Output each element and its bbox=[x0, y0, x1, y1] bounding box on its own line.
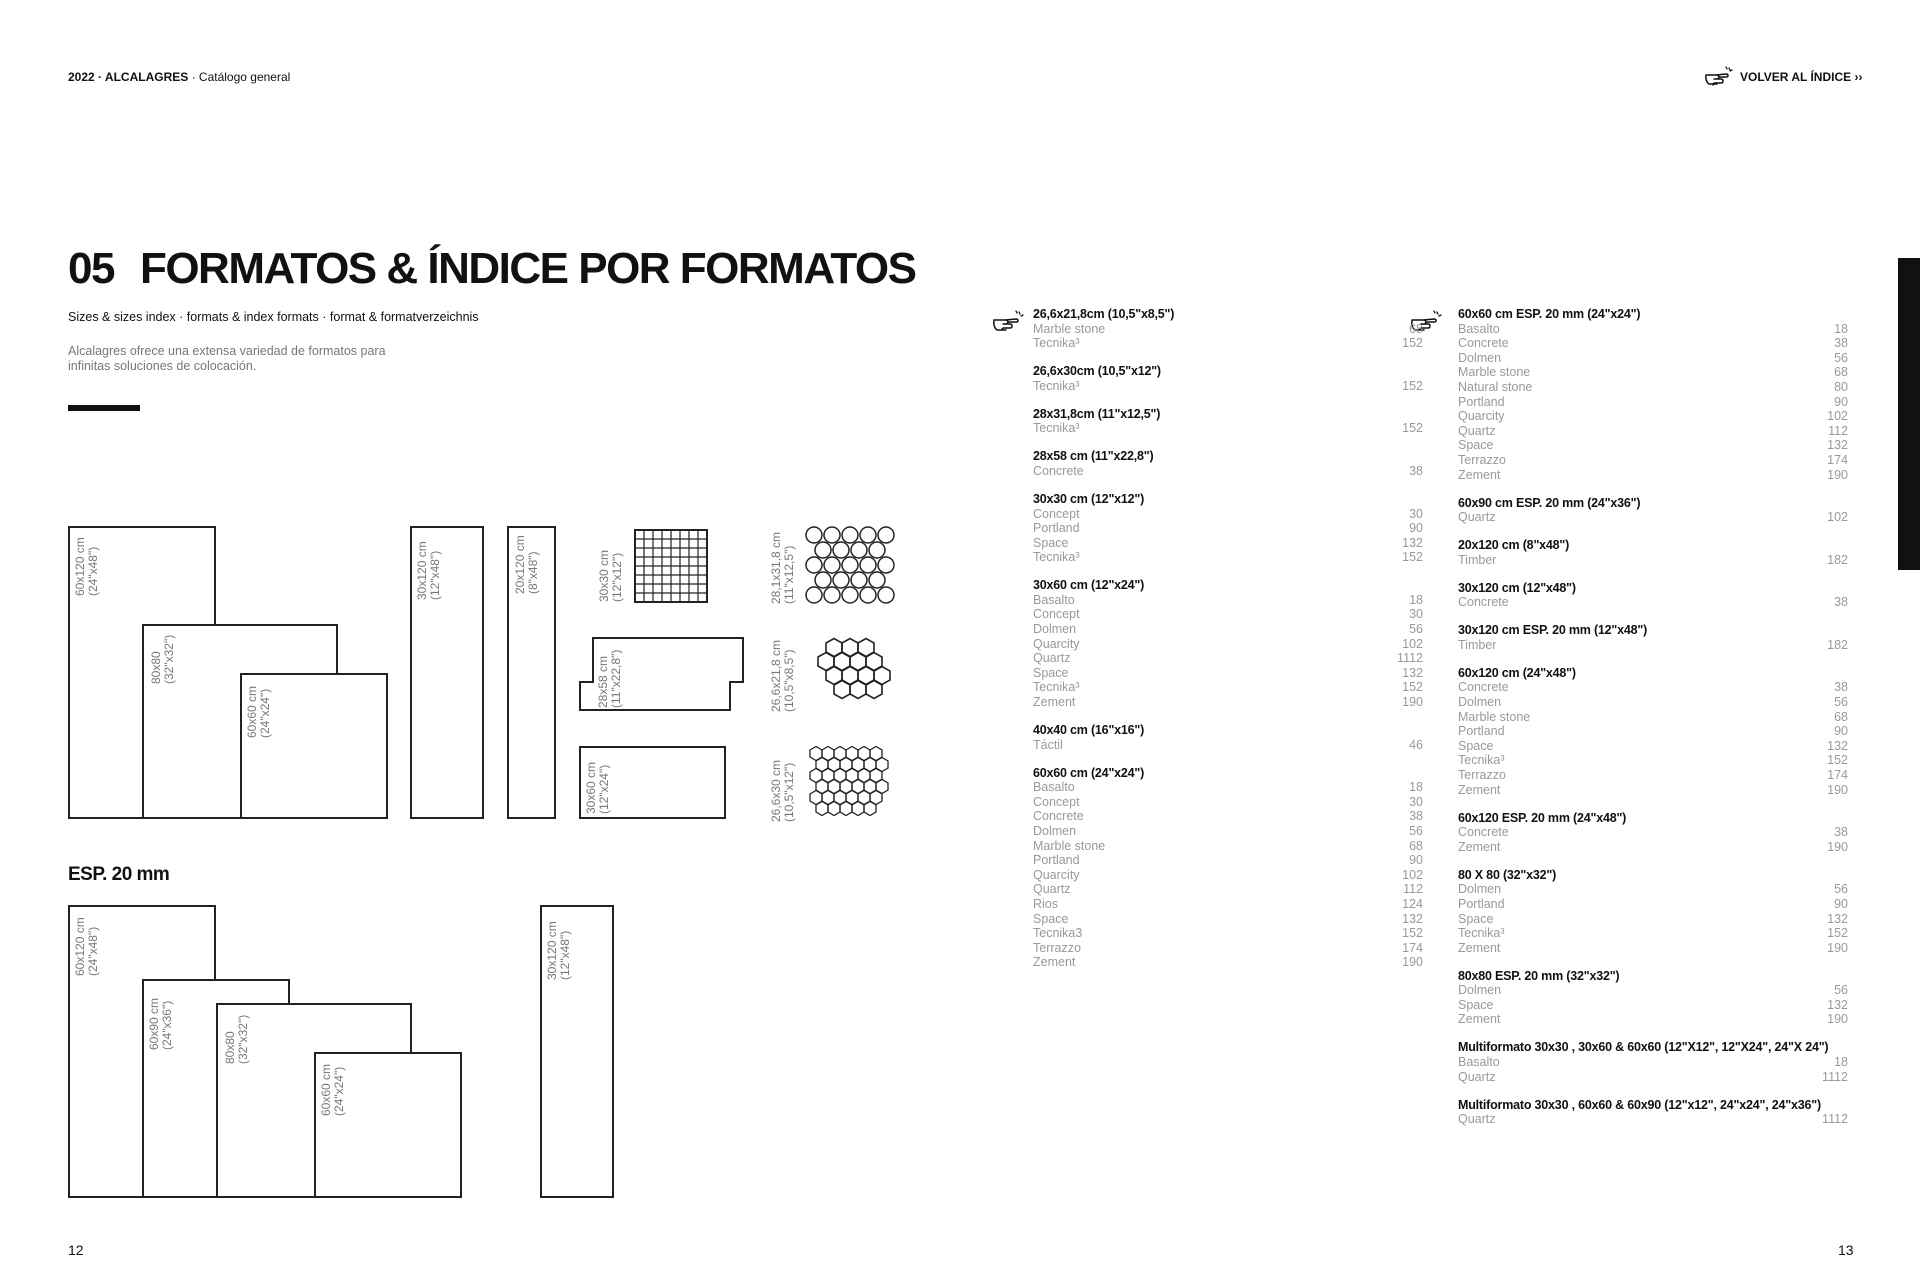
collection-row[interactable] bbox=[1033, 622, 1423, 637]
collection-page: 152 bbox=[1402, 550, 1423, 565]
collection-row[interactable] bbox=[1033, 507, 1423, 522]
collection-page: 152 bbox=[1402, 926, 1423, 941]
collection-page: 68 bbox=[1409, 321, 1423, 336]
collection-row[interactable] bbox=[1033, 536, 1423, 551]
collection-page: 56 bbox=[1834, 350, 1848, 365]
collection-name: Basalto bbox=[1458, 321, 1500, 336]
collection-page: 132 bbox=[1402, 665, 1423, 680]
collection-name: Quarcity bbox=[1033, 867, 1080, 882]
collection-row[interactable] bbox=[1033, 521, 1423, 536]
format-heading: 60x120 cm (24"x48") bbox=[1458, 665, 1576, 680]
collection-row[interactable] bbox=[1033, 839, 1423, 854]
collection-row[interactable] bbox=[1033, 322, 1423, 337]
header-subtitle: · Catálogo general bbox=[188, 70, 291, 84]
collection-page: 38 bbox=[1834, 595, 1848, 610]
collection-name: Quartz bbox=[1458, 423, 1496, 438]
collection-name: Concrete bbox=[1458, 825, 1509, 840]
format-heading: Multiformato 30x30 , 30x60 & 60x60 (12"X12", 12"X24", 24"X 24") bbox=[1458, 1040, 1829, 1055]
collection-name: Dolmen bbox=[1458, 882, 1502, 897]
collection-row[interactable] bbox=[1458, 998, 1848, 1013]
collection-row[interactable] bbox=[1458, 424, 1848, 439]
collection-row[interactable] bbox=[1458, 1112, 1848, 1127]
collection-row[interactable] bbox=[1458, 1070, 1848, 1085]
format-group bbox=[1033, 307, 1423, 351]
collection-page: 174 bbox=[1827, 767, 1848, 782]
format-group bbox=[1033, 723, 1423, 752]
format-heading: 60x60 cm (24"x24") bbox=[1033, 765, 1145, 780]
collection-page: 132 bbox=[1827, 911, 1848, 926]
collection-name: Space bbox=[1458, 438, 1494, 453]
collection-name: Dolmen bbox=[1458, 350, 1502, 365]
format-group bbox=[1033, 578, 1423, 709]
collection-name: Quartz bbox=[1458, 510, 1496, 525]
collection-name: Tecnika³ bbox=[1458, 926, 1505, 941]
format-group bbox=[1033, 407, 1423, 436]
collection-row[interactable] bbox=[1033, 550, 1423, 565]
format-group bbox=[1458, 868, 1848, 956]
collection-row[interactable] bbox=[1458, 783, 1848, 798]
collection-name: Timber bbox=[1458, 552, 1497, 567]
section-number: 05 bbox=[68, 244, 114, 293]
collection-page: 68 bbox=[1834, 365, 1848, 380]
collection-row[interactable] bbox=[1458, 380, 1848, 395]
label-60x120: 60x120 cm (24"x48") bbox=[73, 537, 100, 596]
collection-row[interactable] bbox=[1458, 438, 1848, 453]
collection-page: 102 bbox=[1402, 867, 1423, 882]
collection-name: Dolmen bbox=[1458, 983, 1502, 998]
collection-page: 152 bbox=[1402, 378, 1423, 393]
collection-row[interactable] bbox=[1458, 1055, 1848, 1070]
collection-name: Terrazzo bbox=[1458, 452, 1506, 467]
intro-line-1: Alcalagres ofrece una extensa variedad de formatos para bbox=[68, 344, 386, 358]
collection-name: Basalto bbox=[1458, 1055, 1500, 1070]
collection-row[interactable] bbox=[1458, 322, 1848, 337]
collection-page: 132 bbox=[1402, 535, 1423, 550]
back-to-index-link[interactable] bbox=[1704, 66, 1862, 88]
format-group bbox=[1458, 969, 1848, 1027]
collection-page: 38 bbox=[1409, 809, 1423, 824]
collection-page: 152 bbox=[1402, 680, 1423, 695]
collection-page: 182 bbox=[1827, 637, 1848, 652]
collection-name: Terrazzo bbox=[1458, 767, 1506, 782]
collection-row[interactable] bbox=[1033, 926, 1423, 941]
collection-row[interactable] bbox=[1033, 882, 1423, 897]
collection-row[interactable] bbox=[1458, 365, 1848, 380]
collection-name: Quartz bbox=[1033, 651, 1071, 666]
collection-row[interactable] bbox=[1458, 638, 1848, 653]
page-number-left: 12 bbox=[68, 1242, 84, 1258]
collection-page: 152 bbox=[1827, 926, 1848, 941]
collection-row[interactable] bbox=[1033, 738, 1423, 753]
collection-page: 90 bbox=[1834, 724, 1848, 739]
collection-name: Tecnika³ bbox=[1033, 550, 1080, 565]
collection-row[interactable] bbox=[1033, 336, 1423, 351]
collection-name: Terrazzo bbox=[1033, 940, 1081, 955]
mosaic-hexagons-large bbox=[812, 636, 898, 712]
collection-row[interactable] bbox=[1033, 421, 1423, 436]
format-group bbox=[1458, 581, 1848, 610]
collection-page: 152 bbox=[1827, 753, 1848, 768]
esp-label-80x80: 80x80 (32"x32") bbox=[223, 1014, 250, 1064]
section-tab-marker bbox=[1898, 258, 1920, 570]
collection-name: Zement bbox=[1458, 940, 1501, 955]
running-header bbox=[68, 70, 290, 84]
collection-page: 102 bbox=[1402, 636, 1423, 651]
label-26x21: 26,6x21,8 cm (10,5"x8,5") bbox=[769, 639, 796, 712]
collection-name: Portland bbox=[1458, 724, 1505, 739]
esp-label-60x60: 60x60 cm (24"x24") bbox=[319, 1063, 346, 1116]
collection-row[interactable] bbox=[1033, 780, 1423, 795]
collection-page: 190 bbox=[1402, 955, 1423, 970]
collection-name: Concrete bbox=[1033, 809, 1084, 824]
collection-page: 38 bbox=[1834, 825, 1848, 840]
collection-row[interactable] bbox=[1033, 868, 1423, 883]
collection-name: Rios bbox=[1033, 896, 1059, 911]
collection-name: Tecnika3 bbox=[1033, 926, 1083, 941]
collection-name: Táctil bbox=[1033, 737, 1063, 752]
collection-row[interactable] bbox=[1458, 739, 1848, 754]
format-heading: 30x60 cm (12"x24") bbox=[1033, 578, 1145, 593]
format-heading: 60x90 cm ESP. 20 mm (24"x36") bbox=[1458, 495, 1641, 510]
collection-row[interactable] bbox=[1033, 464, 1423, 479]
collection-page: 132 bbox=[1402, 911, 1423, 926]
format-group bbox=[1033, 766, 1423, 970]
collection-name: Quartz bbox=[1033, 882, 1071, 897]
collection-name: Tecnika³ bbox=[1033, 680, 1080, 695]
esp-heading: ESP. 20 mm bbox=[68, 864, 170, 885]
label-30x30: 30x30 cm (12"x12") bbox=[597, 549, 624, 602]
collection-name: Quartz bbox=[1458, 1112, 1496, 1127]
label-30x60: 30x60 cm (12"x24") bbox=[584, 761, 611, 814]
collection-page: 190 bbox=[1827, 940, 1848, 955]
format-heading: 20x120 cm (8"x48") bbox=[1458, 538, 1570, 553]
collection-page: 30 bbox=[1409, 794, 1423, 809]
collection-name: Quartz bbox=[1458, 1069, 1496, 1084]
collection-name: Dolmen bbox=[1033, 823, 1077, 838]
esp-label-60x120: 60x120 cm (24"x48") bbox=[73, 917, 100, 976]
format-group bbox=[1458, 623, 1848, 652]
collection-page: 1112 bbox=[1822, 1112, 1848, 1127]
collection-page: 56 bbox=[1834, 983, 1848, 998]
collection-row[interactable] bbox=[1458, 351, 1848, 366]
format-heading: 26,6x30cm (10,5"x12") bbox=[1033, 364, 1161, 379]
collection-name: Dolmen bbox=[1033, 622, 1077, 637]
collection-name: Quarcity bbox=[1458, 409, 1505, 424]
collection-row[interactable] bbox=[1458, 840, 1848, 855]
collection-page: 132 bbox=[1827, 738, 1848, 753]
collection-page: 174 bbox=[1827, 452, 1848, 467]
collection-name: Concrete bbox=[1033, 463, 1084, 478]
format-heading: 60x120 ESP. 20 mm (24"x48") bbox=[1458, 810, 1627, 825]
collection-name: Space bbox=[1033, 665, 1069, 680]
label-28x58: 28x58 cm (11"x22,8") bbox=[596, 649, 623, 708]
collection-name: Marble stone bbox=[1458, 365, 1531, 380]
collection-name: Concept bbox=[1033, 506, 1080, 521]
collection-page: 190 bbox=[1827, 467, 1848, 482]
format-heading: 30x30 cm (12"x12") bbox=[1033, 491, 1145, 506]
collection-name: Tecnika³ bbox=[1033, 421, 1080, 436]
collection-row[interactable] bbox=[1458, 724, 1848, 739]
collection-row[interactable] bbox=[1458, 1012, 1848, 1027]
collection-name: Concrete bbox=[1458, 336, 1509, 351]
collection-row[interactable] bbox=[1458, 941, 1848, 956]
collection-row[interactable] bbox=[1458, 468, 1848, 483]
collection-name: Tecnika³ bbox=[1458, 753, 1505, 768]
collection-row[interactable] bbox=[1033, 897, 1423, 912]
collection-row[interactable] bbox=[1458, 409, 1848, 424]
collection-row[interactable] bbox=[1458, 336, 1848, 351]
mosaic-circles bbox=[804, 525, 896, 607]
collection-row[interactable] bbox=[1458, 825, 1848, 840]
format-group bbox=[1033, 449, 1423, 478]
collection-row[interactable] bbox=[1033, 853, 1423, 868]
collection-row[interactable] bbox=[1458, 453, 1848, 468]
format-index-column-1 bbox=[1033, 307, 1423, 983]
format-group bbox=[1458, 1098, 1848, 1127]
collection-row[interactable] bbox=[1458, 553, 1848, 568]
collection-page: 18 bbox=[1834, 321, 1848, 336]
collection-row[interactable] bbox=[1033, 695, 1423, 710]
collection-row[interactable] bbox=[1033, 637, 1423, 652]
collection-row[interactable] bbox=[1458, 595, 1848, 610]
page-title bbox=[68, 244, 915, 294]
collection-name: Concrete bbox=[1458, 680, 1509, 695]
collection-name: Basalto bbox=[1033, 592, 1075, 607]
collection-row[interactable] bbox=[1033, 941, 1423, 956]
label-26x30: 26,6x30 cm (10,5"x12") bbox=[769, 759, 796, 822]
collection-name: Zement bbox=[1458, 839, 1501, 854]
section-subtitle: Sizes & sizes index · formats & index formats · format & formatverzeichnis bbox=[68, 310, 479, 324]
collection-page: 18 bbox=[1409, 780, 1423, 795]
collection-name: Space bbox=[1033, 911, 1069, 926]
collection-page: 38 bbox=[1834, 680, 1848, 695]
collection-name: Marble stone bbox=[1033, 321, 1106, 336]
collection-row[interactable] bbox=[1033, 795, 1423, 810]
collection-name: Concept bbox=[1033, 607, 1080, 622]
collection-page: 102 bbox=[1827, 409, 1848, 424]
collection-page: 190 bbox=[1402, 695, 1423, 710]
collection-page: 90 bbox=[1409, 521, 1423, 536]
collection-name: Marble stone bbox=[1458, 709, 1531, 724]
collection-page: 56 bbox=[1834, 695, 1848, 710]
collection-name: Dolmen bbox=[1458, 695, 1502, 710]
collection-name: Basalto bbox=[1033, 780, 1075, 795]
format-heading: 28x58 cm (11"x22,8") bbox=[1033, 449, 1154, 464]
collection-page: 124 bbox=[1402, 896, 1423, 911]
collection-page: 190 bbox=[1827, 782, 1848, 797]
collection-page: 38 bbox=[1409, 463, 1423, 478]
collection-name: Space bbox=[1458, 738, 1494, 753]
collection-page: 30 bbox=[1409, 607, 1423, 622]
pointing-hand-icon bbox=[1704, 66, 1734, 88]
collection-name: Space bbox=[1458, 911, 1494, 926]
collection-name: Zement bbox=[1033, 955, 1076, 970]
format-group bbox=[1458, 666, 1848, 797]
collection-name: Tecnika³ bbox=[1033, 378, 1080, 393]
collection-row[interactable] bbox=[1458, 510, 1848, 525]
format-heading: 80x80 ESP. 20 mm (32"x32") bbox=[1458, 968, 1620, 983]
collection-page: 56 bbox=[1834, 882, 1848, 897]
pointing-hand-icon bbox=[992, 310, 1026, 334]
collection-name: Zement bbox=[1458, 467, 1501, 482]
collection-page: 174 bbox=[1402, 940, 1423, 955]
collection-row[interactable] bbox=[1458, 768, 1848, 783]
collection-page: 90 bbox=[1834, 394, 1848, 409]
collection-page: 18 bbox=[1409, 592, 1423, 607]
format-group bbox=[1458, 496, 1848, 525]
collection-name: Portland bbox=[1033, 521, 1080, 536]
collection-page: 56 bbox=[1409, 823, 1423, 838]
collection-page: 112 bbox=[1403, 882, 1423, 897]
back-to-index-label: VOLVER AL ÍNDICE ›› bbox=[1740, 70, 1863, 84]
collection-name: Timber bbox=[1458, 637, 1497, 652]
collection-page: 132 bbox=[1827, 438, 1848, 453]
collection-page: 1112 bbox=[1822, 1069, 1848, 1084]
collection-name: Zement bbox=[1033, 695, 1076, 710]
collection-row[interactable] bbox=[1458, 912, 1848, 927]
collection-name: Zement bbox=[1458, 1012, 1501, 1027]
format-group bbox=[1458, 307, 1848, 482]
collection-page: 90 bbox=[1834, 896, 1848, 911]
page-number-right: 13 bbox=[1838, 1242, 1854, 1258]
format-heading: 60x60 cm ESP. 20 mm (24"x24") bbox=[1458, 307, 1641, 321]
collection-row[interactable] bbox=[1458, 983, 1848, 998]
collection-page: 112 bbox=[1828, 423, 1848, 438]
collection-row[interactable] bbox=[1033, 651, 1423, 666]
collection-row[interactable] bbox=[1033, 912, 1423, 927]
collection-name: Quarcity bbox=[1033, 636, 1080, 651]
collection-page: 68 bbox=[1409, 838, 1423, 853]
collection-row[interactable] bbox=[1033, 680, 1423, 695]
collection-row[interactable] bbox=[1458, 395, 1848, 410]
collection-name: Portland bbox=[1033, 853, 1080, 868]
intro-line-2: infinitas soluciones de colocación. bbox=[68, 359, 257, 373]
format-group bbox=[1458, 1040, 1848, 1084]
collection-name: Space bbox=[1033, 535, 1069, 550]
collection-page: 90 bbox=[1409, 853, 1423, 868]
collection-page: 18 bbox=[1834, 1055, 1848, 1070]
collection-row[interactable] bbox=[1458, 882, 1848, 897]
collection-name: Portland bbox=[1458, 394, 1505, 409]
collection-row[interactable] bbox=[1458, 753, 1848, 768]
collection-page: 190 bbox=[1827, 839, 1848, 854]
collection-page: 132 bbox=[1827, 997, 1848, 1012]
mosaic-square-30x30 bbox=[634, 529, 708, 603]
collection-name: Natural stone bbox=[1458, 379, 1533, 394]
format-heading: 80 X 80 (32"x32") bbox=[1458, 867, 1557, 882]
format-heading: 40x40 cm (16"x16") bbox=[1033, 723, 1145, 737]
format-heading: 26,6x21,8cm (10,5"x8,5") bbox=[1033, 307, 1175, 321]
collection-page: 190 bbox=[1827, 1012, 1848, 1027]
collection-page: 30 bbox=[1409, 506, 1423, 521]
collection-name: Concept bbox=[1033, 794, 1080, 809]
collection-page: 46 bbox=[1409, 737, 1423, 752]
collection-name: Portland bbox=[1458, 896, 1505, 911]
label-28x31: 28,1x31,8 cm (11"x12,5") bbox=[769, 531, 796, 604]
collection-row[interactable] bbox=[1033, 666, 1423, 681]
collection-name: Marble stone bbox=[1033, 838, 1106, 853]
section-title: FORMATOS & ÍNDICE POR FORMATOS bbox=[139, 244, 916, 293]
intro-text bbox=[68, 344, 448, 374]
collection-page: 68 bbox=[1834, 709, 1848, 724]
collection-page: 1112 bbox=[1397, 651, 1423, 666]
format-group bbox=[1033, 492, 1423, 565]
collection-page: 80 bbox=[1834, 379, 1848, 394]
collection-page: 56 bbox=[1409, 622, 1423, 637]
format-group bbox=[1458, 538, 1848, 567]
mosaic-hexagons-small bbox=[806, 744, 890, 820]
collection-row[interactable] bbox=[1033, 824, 1423, 839]
format-group bbox=[1033, 364, 1423, 393]
esp-label-60x90: 60x90 cm (24"x36") bbox=[147, 997, 174, 1050]
collection-row[interactable] bbox=[1033, 809, 1423, 824]
collection-name: Space bbox=[1458, 997, 1494, 1012]
header-brand: 2022 · ALCALAGRES bbox=[68, 70, 189, 84]
collection-row[interactable] bbox=[1458, 897, 1848, 912]
format-heading: 28x31,8cm (11"x12,5") bbox=[1033, 406, 1161, 421]
title-rule bbox=[68, 405, 140, 411]
collection-row[interactable] bbox=[1458, 710, 1848, 725]
label-60x60: 60x60 cm (24"x24") bbox=[245, 685, 272, 738]
format-heading: 30x120 cm ESP. 20 mm (12"x48") bbox=[1458, 623, 1648, 638]
collection-row[interactable] bbox=[1033, 593, 1423, 608]
collection-page: 182 bbox=[1827, 552, 1848, 567]
collection-row[interactable] bbox=[1458, 680, 1848, 695]
collection-row[interactable] bbox=[1033, 607, 1423, 622]
label-80x80: 80x80 (32"x32") bbox=[149, 634, 176, 684]
format-heading: Multiformato 30x30 , 60x60 & 60x90 (12"x12", 24"x24", 24"x36") bbox=[1458, 1097, 1821, 1112]
label-20x120: 20x120 cm (8"x48") bbox=[513, 535, 540, 594]
format-heading: 30x120 cm (12"x48") bbox=[1458, 580, 1576, 595]
collection-row[interactable] bbox=[1458, 695, 1848, 710]
collection-page: 102 bbox=[1827, 510, 1848, 525]
collection-name: Zement bbox=[1458, 782, 1501, 797]
collection-page: 38 bbox=[1834, 336, 1848, 351]
format-index-column-2 bbox=[1458, 307, 1848, 1140]
format-group bbox=[1458, 811, 1848, 855]
collection-row[interactable] bbox=[1033, 955, 1423, 970]
collection-row[interactable] bbox=[1033, 379, 1423, 394]
collection-row[interactable] bbox=[1458, 926, 1848, 941]
collection-page: 152 bbox=[1402, 336, 1423, 351]
esp-label-30x120: 30x120 cm (12"x48") bbox=[545, 921, 572, 980]
collection-name: Tecnika³ bbox=[1033, 336, 1080, 351]
collection-page: 152 bbox=[1402, 421, 1423, 436]
label-30x120: 30x120 cm (12"x48") bbox=[415, 541, 442, 600]
collection-name: Concrete bbox=[1458, 595, 1509, 610]
